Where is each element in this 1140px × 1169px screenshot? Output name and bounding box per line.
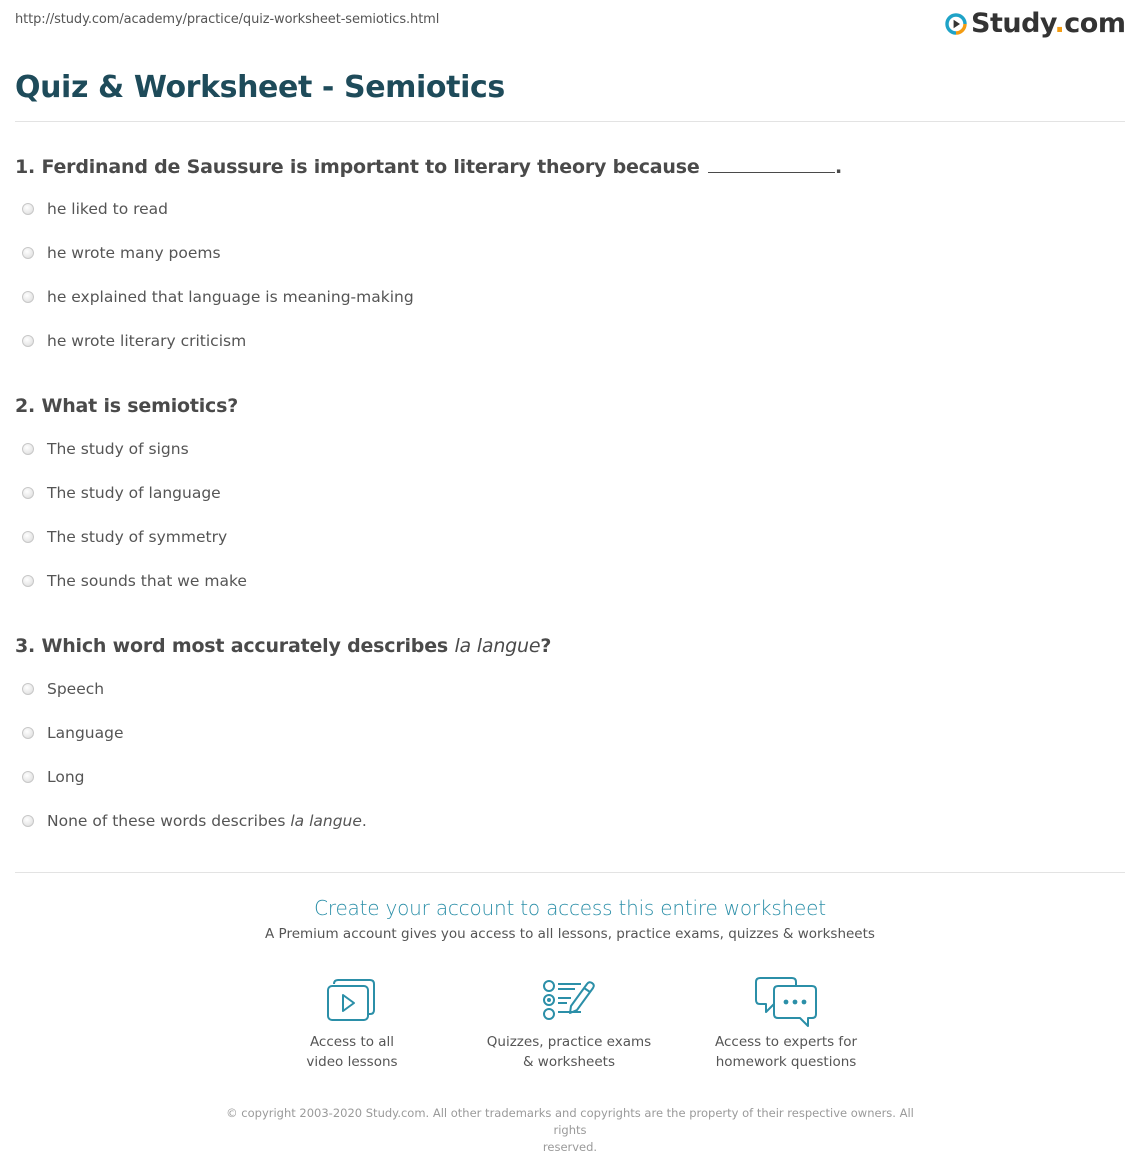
page-title: Quiz & Worksheet - Semiotics bbox=[15, 70, 505, 105]
q3-option-2[interactable]: Language bbox=[22, 724, 124, 742]
radio-button[interactable] bbox=[22, 443, 34, 455]
q2-option-3[interactable]: The study of symmetry bbox=[22, 528, 227, 546]
quiz-checklist-icon bbox=[541, 978, 597, 1022]
q1-option-3[interactable]: he explained that language is meaning-making bbox=[22, 288, 414, 306]
radio-button[interactable] bbox=[22, 203, 34, 215]
feature-label: Access to all video lessons bbox=[306, 1034, 398, 1070]
q2-option-4[interactable]: The sounds that we make bbox=[22, 572, 247, 590]
q1-option-1[interactable]: he liked to read bbox=[22, 200, 168, 218]
fill-in-blank bbox=[708, 155, 835, 173]
q3-option-3[interactable]: Long bbox=[22, 768, 85, 786]
question-3: 3. Which word most accurately describes la langue? bbox=[15, 635, 552, 657]
feature-video-lessons bbox=[252, 978, 452, 1072]
radio-button[interactable] bbox=[22, 487, 34, 499]
logo-text: Study.com bbox=[971, 8, 1126, 39]
q1-option-2[interactable]: he wrote many poems bbox=[22, 244, 221, 262]
q2-option-1[interactable]: The study of signs bbox=[22, 440, 189, 458]
feature-label: Quizzes, practice exams & worksheets bbox=[486, 1034, 652, 1070]
copyright: © copyright 2003-2020 Study.com. All other trademarks and copyrights are the property of their respective owners. All rights reserved. bbox=[226, 1106, 914, 1154]
video-lessons-icon bbox=[326, 978, 378, 1022]
radio-button[interactable] bbox=[22, 771, 34, 783]
radio-button[interactable] bbox=[22, 727, 34, 739]
radio-button[interactable] bbox=[22, 683, 34, 695]
title-divider bbox=[15, 121, 1125, 122]
study-logo[interactable] bbox=[945, 9, 1126, 39]
radio-button[interactable] bbox=[22, 291, 34, 303]
radio-button[interactable] bbox=[22, 247, 34, 259]
radio-button[interactable] bbox=[22, 531, 34, 543]
cta-subtitle: A Premium account gives you access to all lessons, practice exams, quizzes & worksheets bbox=[265, 926, 875, 942]
play-circle-icon bbox=[945, 13, 967, 35]
q2-option-2[interactable]: The study of language bbox=[22, 484, 221, 502]
question-1: 1. Ferdinand de Saussure is important to literary theory because . bbox=[15, 156, 842, 178]
chat-bubbles-icon bbox=[754, 976, 818, 1028]
page-url: http://study.com/academy/practice/quiz-worksheet-semiotics.html bbox=[15, 12, 440, 27]
cta-title[interactable]: Create your account to access this entire worksheet bbox=[314, 896, 826, 920]
q3-option-4[interactable]: None of these words describes la langue. bbox=[22, 812, 367, 830]
radio-button[interactable] bbox=[22, 575, 34, 587]
feature-experts bbox=[686, 976, 886, 1072]
radio-button[interactable] bbox=[22, 335, 34, 347]
feature-label: Access to experts for homework questions bbox=[714, 1034, 857, 1070]
section-divider bbox=[15, 872, 1125, 873]
feature-quizzes bbox=[469, 978, 669, 1072]
question-2: 2. What is semiotics? bbox=[15, 395, 239, 417]
radio-button[interactable] bbox=[22, 815, 34, 827]
q3-option-1[interactable]: Speech bbox=[22, 680, 104, 698]
q1-option-4[interactable]: he wrote literary criticism bbox=[22, 332, 246, 350]
